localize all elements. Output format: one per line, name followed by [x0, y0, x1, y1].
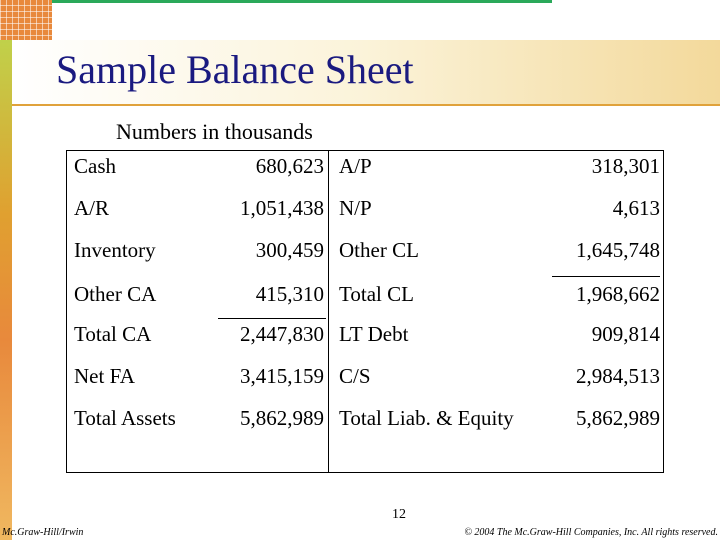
- asset-label: Inventory: [74, 238, 156, 262]
- publisher-footer: Mc.Graw-Hill/Irwin: [2, 527, 84, 538]
- slide-title: Sample Balance Sheet: [56, 47, 414, 92]
- asset-label: Total CA: [74, 322, 152, 346]
- liability-label: LT Debt: [339, 322, 409, 346]
- asset-label: Other CA: [74, 282, 157, 306]
- liability-label: Total CL: [339, 282, 414, 306]
- asset-label: Total Assets: [74, 406, 176, 430]
- asset-value: 680,623: [255, 154, 324, 178]
- table-row: [0, 282, 720, 318]
- liability-value: 909,814: [591, 322, 660, 346]
- asset-value: 3,415,159: [240, 364, 324, 388]
- liability-value: 5,862,989: [576, 406, 660, 430]
- liability-value: 1,645,748: [576, 238, 660, 262]
- asset-label: Net FA: [74, 364, 135, 388]
- slide-subtitle: Numbers in thousands: [116, 119, 313, 144]
- asset-value: 1,051,438: [240, 196, 324, 220]
- liability-label: C/S: [339, 364, 371, 388]
- asset-value: 415,310: [255, 282, 324, 306]
- logo-grid-decoration: [0, 0, 52, 40]
- liability-value: 1,968,662: [576, 282, 660, 306]
- title-underline: [12, 104, 720, 106]
- table-row: [0, 196, 720, 232]
- total-ca-rule: [218, 318, 326, 319]
- liability-value: 4,613: [612, 196, 660, 220]
- total-cl-rule: [552, 276, 660, 277]
- table-row: [0, 322, 720, 358]
- table-row: [0, 154, 720, 190]
- asset-label: Cash: [74, 154, 116, 178]
- table-row: [0, 364, 720, 400]
- liability-label: Other CL: [339, 238, 419, 262]
- table-row: [0, 238, 720, 274]
- liability-label: A/P: [339, 154, 372, 178]
- page-number: 12: [392, 507, 406, 522]
- liability-label: Total Liab. & Equity: [339, 406, 514, 430]
- liability-value: 2,984,513: [576, 364, 660, 388]
- top-accent-line: [52, 0, 552, 3]
- asset-value: 300,459: [255, 238, 324, 262]
- table-row: [0, 406, 720, 442]
- asset-value: 5,862,989: [240, 406, 324, 430]
- asset-label: A/R: [74, 196, 110, 220]
- liability-value: 318,301: [591, 154, 660, 178]
- copyright-footer: © 2004 The Mc.Graw-Hill Companies, Inc. All rights reserved.: [464, 527, 718, 538]
- liability-label: N/P: [339, 196, 372, 220]
- asset-value: 2,447,830: [240, 322, 324, 346]
